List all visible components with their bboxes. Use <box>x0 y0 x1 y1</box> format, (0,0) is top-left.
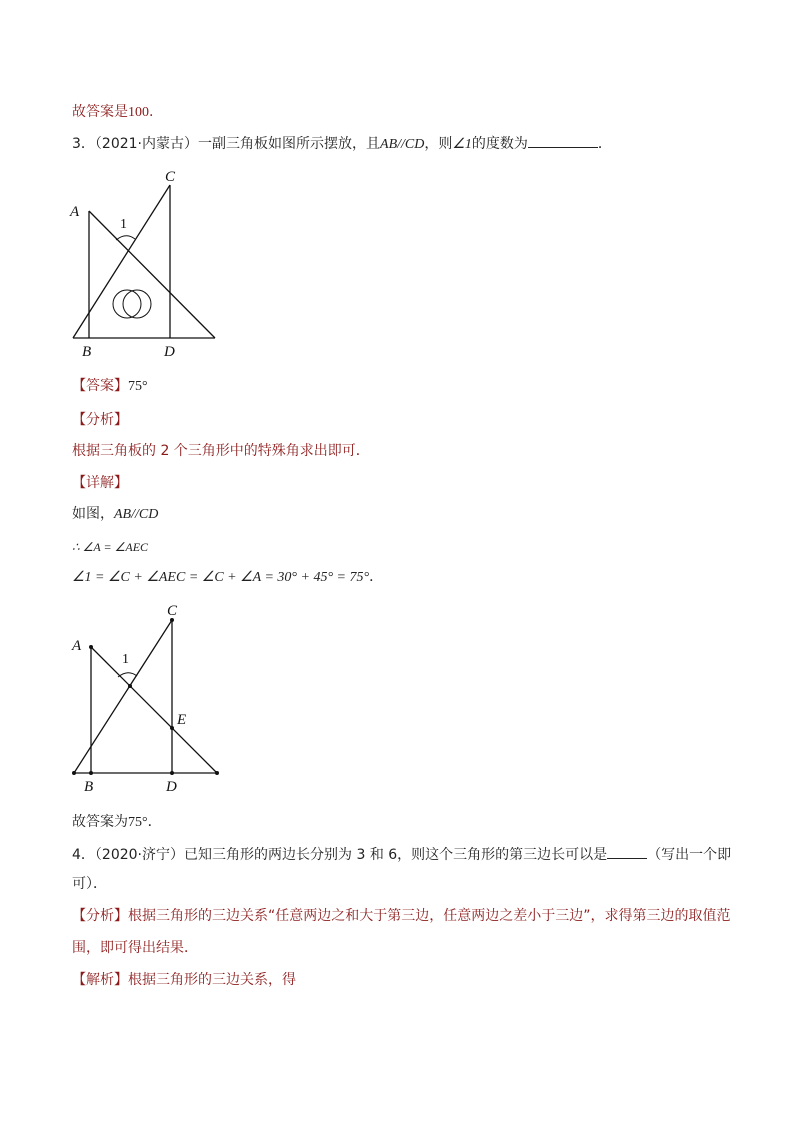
question-3-stem <box>72 133 612 155</box>
final-answer-label: 故答案为 <box>72 814 128 830</box>
question-3-final-answer <box>72 812 162 833</box>
question-4-analysis-tag: 【分析】 <box>72 908 128 924</box>
figure-1-angle-1: 1 <box>120 217 127 232</box>
detail-line-3-formula: ∠1 = ∠C + ∠AEC = ∠C + ∠A = 30° + 45° = 75° <box>72 570 370 585</box>
figure-1-label-d: D <box>164 344 175 360</box>
question-3-angle: ∠1 <box>452 137 472 152</box>
previous-answer-line <box>72 102 153 123</box>
figure-2-label-c: C <box>167 603 178 619</box>
question-4-number: 4． <box>72 847 95 863</box>
question-4-source: （2020·济宁） <box>94 847 185 863</box>
answer-value: 75° <box>128 379 148 394</box>
question-4-analysis-text-1: 根据三角形的三边关系“任意两边之和大于第三边，任意两边之差小于三边”，求得第三边的取值范 <box>128 908 731 924</box>
question-3-end: ． <box>597 136 612 152</box>
question-3-number: 3． <box>72 136 95 152</box>
question-4-solution-tag: 【解析】 <box>72 972 128 988</box>
detail-line-1-a: 如图， <box>72 506 114 522</box>
question-3-text-b: ，则 <box>424 136 453 152</box>
question-3-source: （2021·内蒙古） <box>94 136 199 152</box>
detail-tag: 【详解】 <box>72 475 128 491</box>
question-4-solution-text: 根据三角形的三边关系，得 <box>128 972 296 988</box>
detail-line-3-end: ． <box>369 569 384 585</box>
question-4-solution-line <box>72 970 296 990</box>
question-3-text-a: 一副三角板如图所示摆放，且 <box>198 136 381 152</box>
figure-2-label-e: E <box>177 712 187 728</box>
figure-1-label-a: A <box>70 204 80 220</box>
final-answer-end: ． <box>147 814 162 830</box>
previous-answer-label: 故答案是 <box>72 104 128 120</box>
detail-line-3 <box>72 567 383 588</box>
question-3-answer-blank <box>528 133 598 148</box>
analysis-tag: 【分析】 <box>72 412 128 428</box>
question-3-figure-1 <box>60 164 240 368</box>
question-4-stem <box>72 844 731 865</box>
previous-answer-value: 100 <box>128 105 149 120</box>
figure-1-label-c: C <box>165 169 176 185</box>
question-4-answer-blank <box>607 844 647 859</box>
question-4-analysis-line-1 <box>72 906 731 926</box>
figure-1-label-b: B <box>82 344 92 360</box>
figure-2-label-d: D <box>166 779 177 795</box>
previous-answer-end: . <box>149 104 154 120</box>
final-answer-value: 75° <box>128 815 148 830</box>
question-4-text-c: 可）． <box>72 876 107 892</box>
figure-2-label-b: B <box>84 779 94 795</box>
question-3-answer-line <box>72 376 148 397</box>
figure-2-label-a: A <box>72 638 82 654</box>
question-4-text-a: 已知三角形的两边长分别为 3 和 6，则这个三角形的第三边长可以是 <box>184 847 608 863</box>
question-3-parallel: AB//CD <box>380 137 425 152</box>
question-4-analysis-text-2: 围，即可得出结果． <box>72 940 198 956</box>
question-3-figure-2 <box>60 600 240 804</box>
detail-line-1-b: AB//CD <box>114 507 159 522</box>
figure-2-angle-1: 1 <box>122 652 129 667</box>
question-3-text-c: 的度数为 <box>471 136 528 152</box>
detail-line-1 <box>72 504 158 525</box>
analysis-text: 根据三角板的 2 个三角形中的特殊角求出即可． <box>72 443 370 459</box>
detail-line-2: ∴ ∠A = ∠AEC <box>72 540 149 554</box>
question-4-text-b: （写出一个即 <box>647 847 732 863</box>
answer-tag: 【答案】 <box>72 378 128 394</box>
